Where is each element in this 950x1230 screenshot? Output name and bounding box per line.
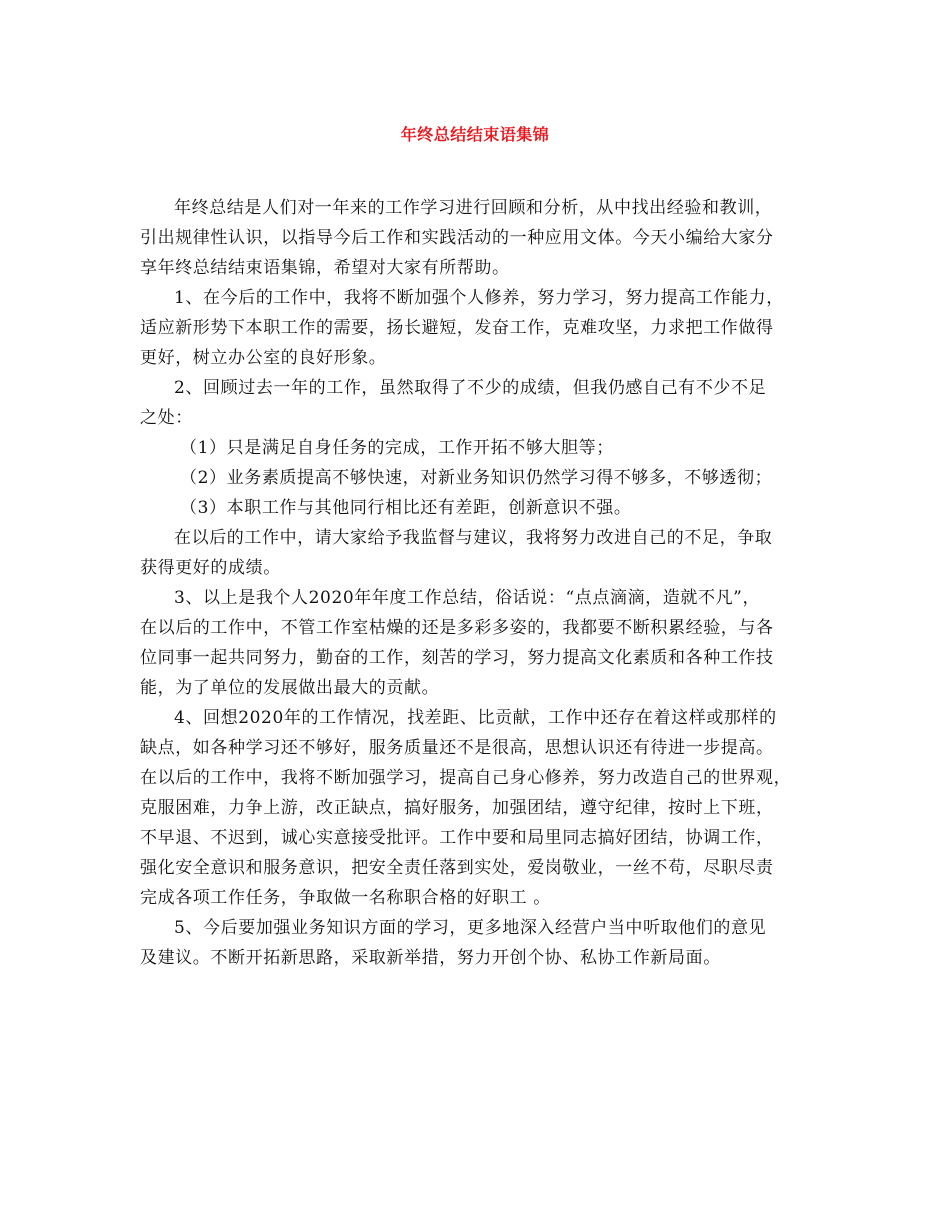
paragraph-line: 年终总结是人们对一年来的工作学习进行回顾和分析，从中找出经验和教训，: [174, 198, 773, 218]
paragraph-line: 3、以上是我个人2020年年度工作总结，俗话说：“点点滴滴，造就不凡”，: [174, 588, 761, 608]
paragraph-line: 5、今后要加强业务知识方面的学习，更多地深入经营户当中听取他们的意见: [174, 918, 767, 938]
paragraph-line: 适应新形势下本职工作的需要，扬长避短，发奋工作，克难攻坚，力求把工作做得: [140, 318, 774, 338]
paragraph-line: 完成各项工作任务，争取做一名称职合格的好职工 。: [140, 888, 551, 908]
paragraph-line: 获得更好的成绩。: [140, 558, 281, 578]
paragraph-line: 2、回顾过去一年的工作，虽然取得了不少的成绩，但我仍感自己有不少不足: [174, 378, 767, 398]
paragraph-line: 1、在今后的工作中，我将不断加强个人修养，努力学习，努力提高工作能力，: [174, 288, 784, 308]
paragraph-line: 在以后的工作中，请大家给予我监督与建议，我将努力改进自己的不足，争取: [174, 528, 773, 548]
paragraph-line: 之处：: [140, 408, 193, 428]
paragraph-line: 引出规律性认识，以指导今后工作和实践活动的一种应用文体。今天小编给大家分: [140, 228, 774, 248]
paragraph-line: （3）本职工作与其他同行相比还有差距，创新意识不强。: [180, 498, 632, 518]
paragraph-line: 强化安全意识和服务意识，把安全责任落到实处，爱岗敬业，一丝不苟，尽职尽责: [140, 858, 774, 878]
paragraph-line: 在以后的工作中，不管工作室枯燥的还是多彩多姿的，我都要不断积累经验，与各: [140, 618, 774, 638]
paragraph-line: 更好，树立办公室的良好形象。: [140, 348, 387, 368]
paragraph-line: 缺点，如各种学习还不够好，服务质量还不是很高，思想认识还有待进一步提高。: [140, 738, 774, 758]
document-body: [140, 193, 830, 973]
document-title: 年终总结结束语集锦: [400, 125, 550, 144]
paragraph-line: 位同事一起共同努力，勤奋的工作，刻苦的学习，努力提高文化素质和各种工作技: [140, 648, 774, 668]
paragraph-line: 不早退、不迟到，诚心实意接受批评。工作中要和局里同志搞好团结，协调工作，: [140, 828, 774, 848]
paragraph-line: 能，为了单位的发展做出最大的贡献。: [140, 678, 440, 698]
paragraph-line: （2）业务素质提高不够快速，对新业务知识仍然学习得不够多，不够透彻；: [180, 468, 773, 488]
paragraph-line: （1）只是满足自身任务的完成，工作开拓不够大胆等；: [180, 438, 614, 458]
paragraph-line: 及建议。不断开拓新思路，采取新举措，努力开创个协、私协工作新局面。: [140, 948, 721, 968]
paragraph-line: 在以后的工作中，我将不断加强学习，提高自己身心修养，努力改造自己的世界观，: [140, 768, 792, 788]
paragraph-line: 享年终总结结束语集锦，希望对大家有所帮助。: [140, 258, 510, 278]
paragraph-line: 克服困难，力争上游，改正缺点，搞好服务，加强团结，遵守纪律，按时上下班，: [140, 798, 774, 818]
paragraph-line: 4、回想2020年的工作情况，找差距、比贡献，工作中还存在着这样或那样的: [174, 708, 777, 728]
